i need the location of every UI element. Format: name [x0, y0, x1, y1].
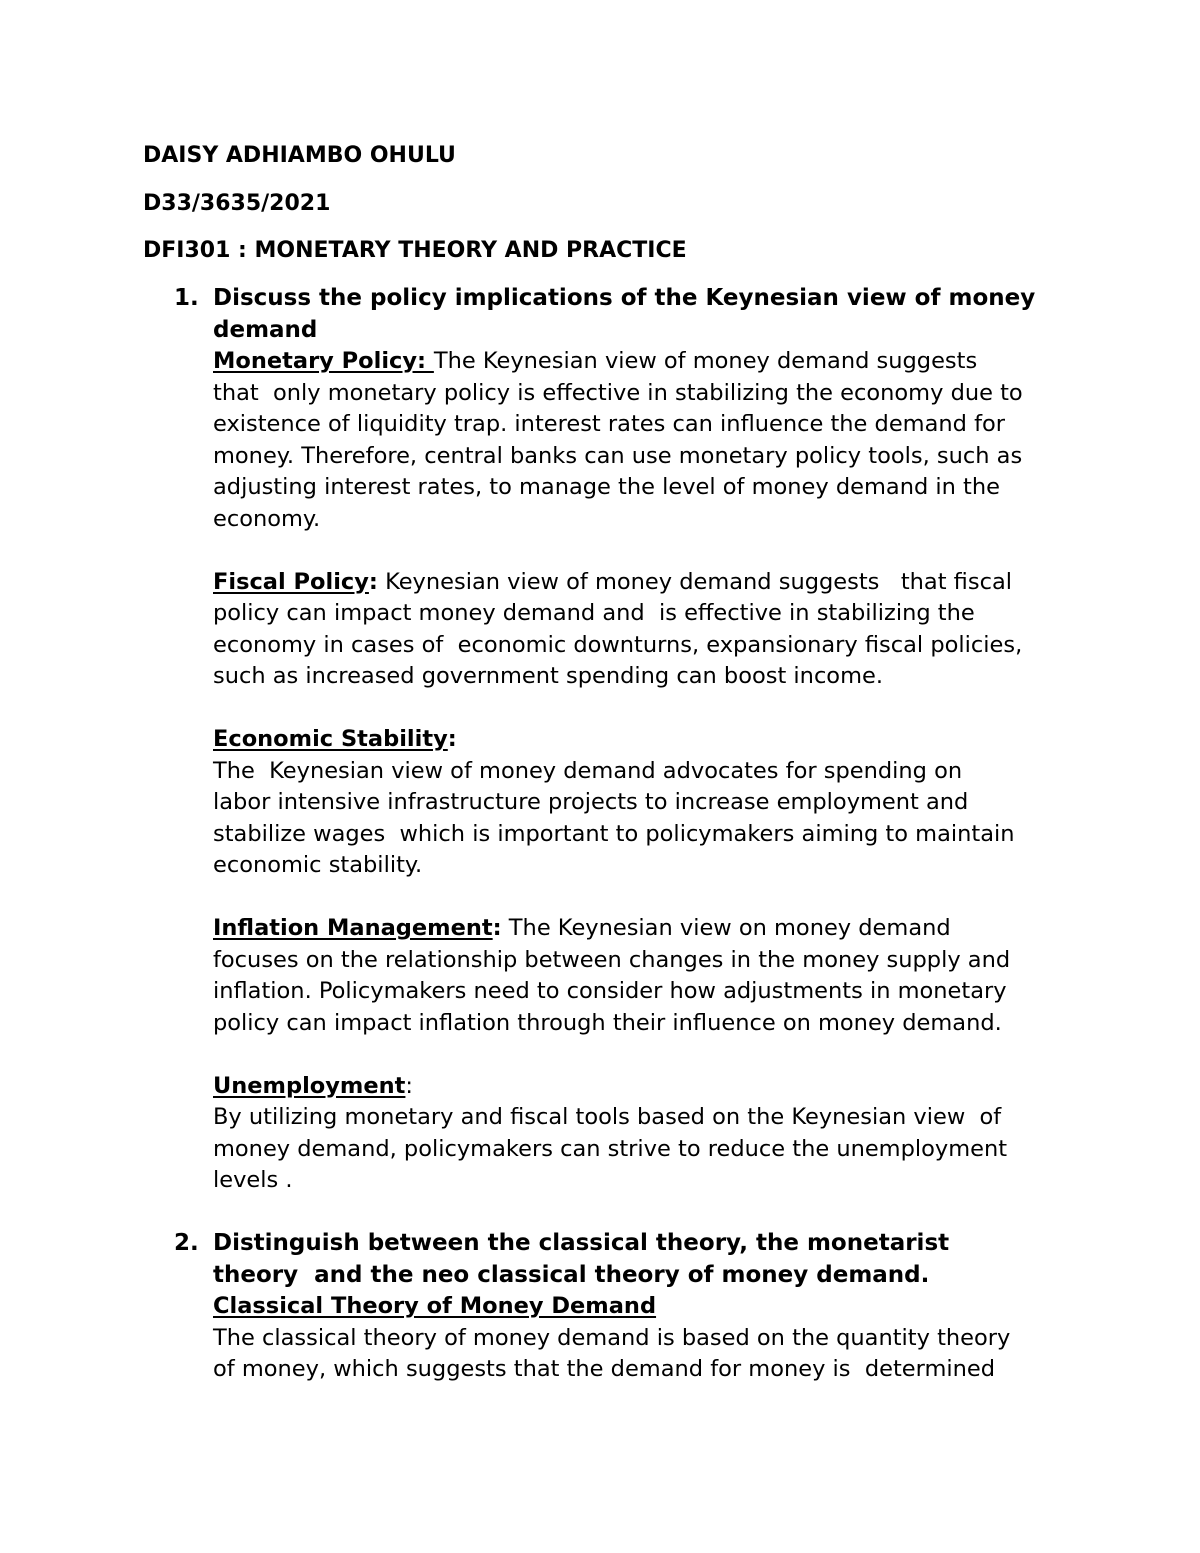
unemployment-line-2: money demand, policymakers can strive to reduce the unemployment [213, 1135, 1008, 1162]
economic-stability-section [213, 724, 1093, 882]
fiscal-policy-line-2: policy can impact money demand and is effective in stabilizing the [213, 600, 975, 626]
monetary-policy-line-1 [213, 346, 1093, 378]
question-2-title-line-2: theory and the neo classical theory of money demand. [213, 1261, 930, 1288]
question-2-body [213, 1228, 1093, 1386]
unemployment-heading-line [213, 1071, 1093, 1103]
fiscal-policy-heading: Fiscal Policy [213, 568, 369, 595]
fiscal-policy-line-3: economy in cases of economic downturns, expansionary fiscal policies, [213, 631, 1023, 658]
unemployment-colon: : [405, 1072, 414, 1099]
unemployment-heading: Unemployment [213, 1072, 406, 1099]
registration-number: D33/3635/2021 [143, 191, 331, 216]
question-1-number: 1. [174, 285, 199, 311]
question-1-title-line-1: Discuss the policy implications of the Keynesian view of money [213, 285, 1036, 311]
monetary-policy-line-5: adjusting interest rates, to manage the level of money demand in the [213, 474, 1000, 500]
question-2-number: 2. [174, 1230, 199, 1256]
economic-stability-line-2: labor intensive infrastructure projects to increase employment and [213, 789, 969, 815]
inflation-management-colon: : [492, 915, 502, 941]
fiscal-policy-line-1 [213, 567, 1093, 599]
classical-theory-heading: Classical Theory of Money Demand [213, 1293, 657, 1319]
unemployment-section [213, 1071, 1093, 1197]
economic-stability-line-4: economic stability. [213, 852, 423, 878]
inflation-management-line-3: inflation. Policymakers need to consider how adjustments in monetary [213, 978, 1007, 1004]
fiscal-policy-text-1: Keynesian view of money demand suggests that fiscal [377, 568, 1012, 595]
economic-stability-colon: : [447, 726, 457, 752]
monetary-policy-line-3: existence of liquidity trap. interest rates can influence the demand for [213, 411, 1006, 437]
monetary-policy-line-6: economy. [213, 505, 321, 532]
monetary-policy-line-4: money. Therefore, central banks can use monetary policy tools, such as [213, 442, 1023, 469]
classical-theory-line-1: The classical theory of money demand is based on the quantity theory [213, 1324, 1011, 1351]
unemployment-line-3: levels . [213, 1167, 293, 1193]
unemployment-line-1: By utilizing monetary and fiscal tools based on the Keynesian view of [213, 1104, 1002, 1130]
classical-theory-line-2: of money, which suggests that the demand for money is determined [213, 1356, 996, 1382]
economic-stability-line-1: The Keynesian view of money demand advocates for spending on [213, 757, 963, 784]
economic-stability-heading: Economic Stability [213, 726, 448, 752]
student-name: DAISY ADHIAMBO OHULU [143, 143, 456, 168]
question-1-body [213, 283, 1093, 1197]
classical-theory-heading-line [213, 1291, 1093, 1323]
question-1-title-line-2: demand [213, 316, 318, 343]
course-title: DFI301 : MONETARY THEORY AND PRACTICE [143, 238, 687, 263]
monetary-policy-heading: Monetary Policy: [213, 348, 434, 374]
inflation-management-heading: Inflation Management [213, 915, 493, 941]
economic-stability-line-3: stabilize wages which is important to policymakers aiming to maintain [213, 820, 1015, 847]
monetary-policy-line-2: that only monetary policy is effective in stabilizing the economy due to [213, 379, 1023, 406]
inflation-management-section [213, 913, 1093, 1039]
fiscal-policy-colon: : [368, 568, 378, 595]
monetary-policy-section [213, 346, 1093, 535]
inflation-management-line-1 [213, 913, 1093, 945]
fiscal-policy-line-4: such as increased government spending can boost income. [213, 663, 883, 689]
inflation-management-line-2: focuses on the relationship between changes in the money supply and [213, 946, 1011, 973]
economic-stability-heading-line [213, 724, 1093, 756]
monetary-policy-text-1: The Keynesian view of money demand suggests [433, 348, 978, 374]
inflation-management-text-1: The Keynesian view on money demand [501, 915, 951, 941]
inflation-management-line-4: policy can impact inflation through their influence on money demand. [213, 1009, 1002, 1036]
question-2-title-line-1: Distinguish between the classical theory, the monetarist [213, 1230, 950, 1256]
fiscal-policy-section [213, 567, 1093, 693]
